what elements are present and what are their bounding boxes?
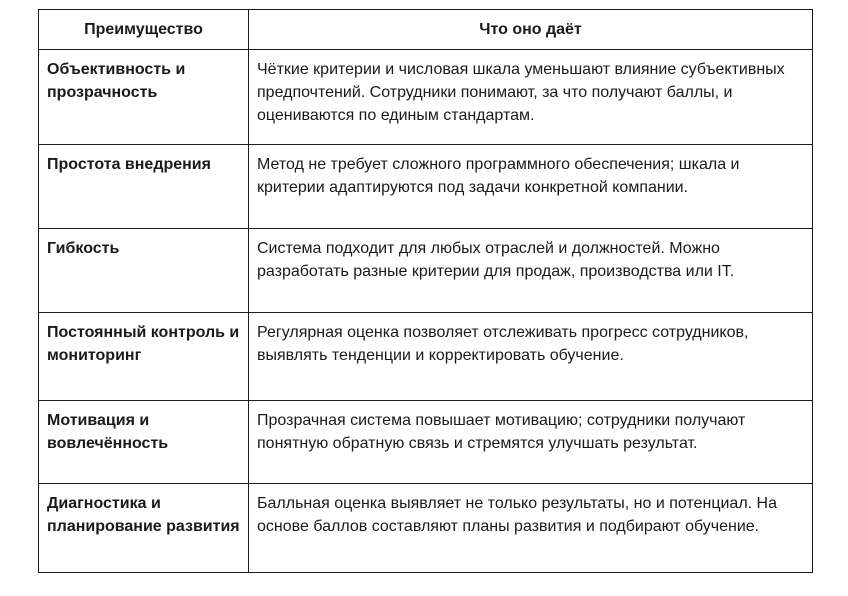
- advantages-table: [38, 9, 813, 573]
- advantage-cell: Гибкость: [39, 229, 249, 313]
- benefit-cell: Регулярная оценка позволяет отслеживать прогресс сотрудников, выявлять тенденции и корректировать обучение.: [249, 313, 813, 401]
- table-row: [39, 229, 813, 313]
- table-row: [39, 145, 813, 229]
- table-row: [39, 401, 813, 484]
- header-row: [39, 10, 813, 50]
- advantage-cell: Диагностика и планирование развития: [39, 484, 249, 573]
- advantage-cell: Объективность и прозрачность: [39, 50, 249, 145]
- table-row: [39, 50, 813, 145]
- benefit-cell: Система подходит для любых отраслей и должностей. Можно разработать разные критерии для продаж, производства или IT.: [249, 229, 813, 313]
- benefit-cell: Балльная оценка выявляет не только результаты, но и потенциал. На основе баллов составляют планы развития и подбирают обучение.: [249, 484, 813, 573]
- advantage-cell: Простота внедрения: [39, 145, 249, 229]
- benefit-cell: Чёткие критерии и числовая шкала уменьшают влияние субъективных предпочтений. Сотрудники понимают, за что получают баллы, и оцениваются по единым стандартам.: [249, 50, 813, 145]
- advantage-cell: Постоянный контроль и мониторинг: [39, 313, 249, 401]
- benefit-cell: Прозрачная система повышает мотивацию; сотрудники получают понятную обратную связь и стремятся улучшать результат.: [249, 401, 813, 484]
- header-advantage: Преимущество: [39, 10, 249, 50]
- advantage-cell: Мотивация и вовлечённость: [39, 401, 249, 484]
- benefit-cell: Метод не требует сложного программного обеспечения; шкала и критерии адаптируются под задачи конкретной компании.: [249, 145, 813, 229]
- table-row: [39, 313, 813, 401]
- header-benefit: Что оно даёт: [249, 10, 813, 50]
- table-row: [39, 484, 813, 573]
